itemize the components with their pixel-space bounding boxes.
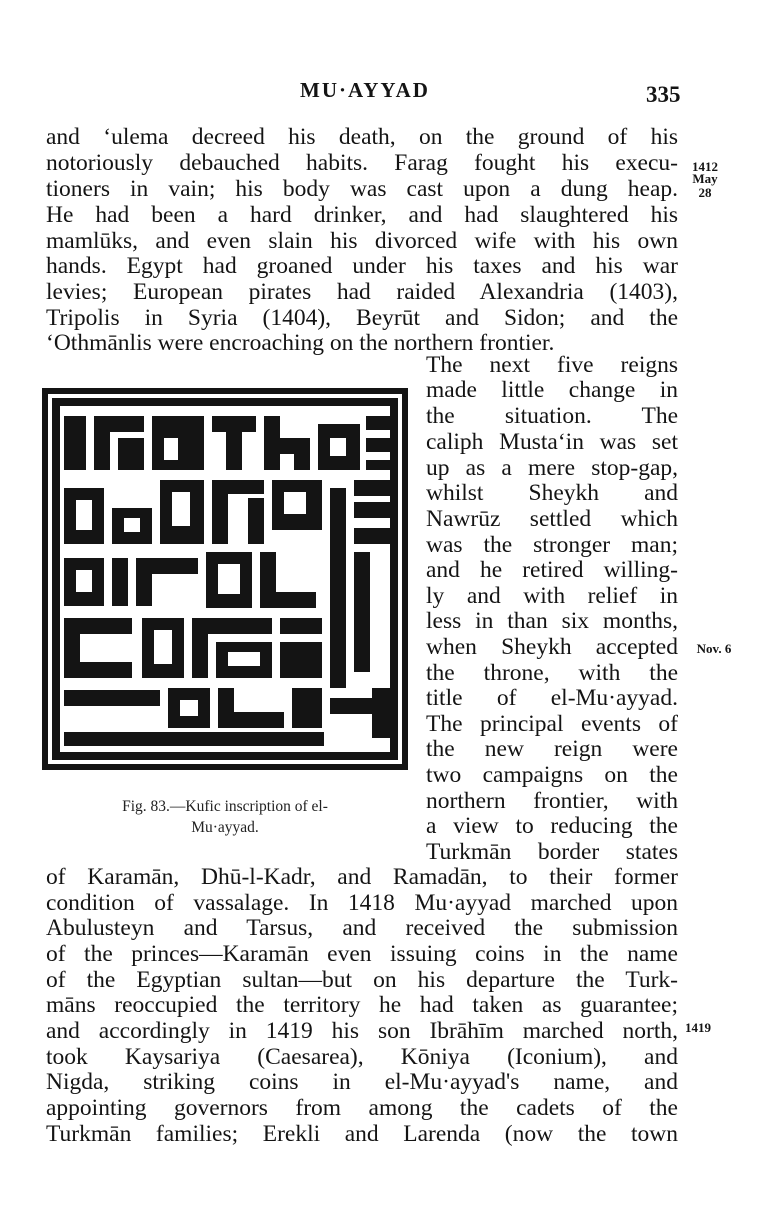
running-head (0, 78, 780, 108)
text-line: The next five reigns (426, 352, 678, 378)
text-line: He had been a hard drinker, and had slaughtered his (46, 202, 678, 228)
text-line: and accordingly in 1419 his son Ibrāhīm marched north, (46, 1018, 678, 1044)
text-line: of Karamān, Dhū-l-Kadr, and Ramadān, to their former (46, 864, 678, 890)
text-line: Turkmān border states (426, 839, 678, 865)
text-line: the throne, with the (426, 660, 678, 686)
page-number: 335 (646, 82, 681, 107)
text-line: of the princes—Karamān even issuing coins in the name (46, 941, 678, 967)
margin-note-year: 1419 (685, 1020, 711, 1035)
text-line: māns reoccupied the territory he had taken as guarantee; (46, 992, 678, 1018)
margin-note-date: Nov. 6 (696, 641, 732, 656)
text-line: was the stronger man; (426, 532, 678, 558)
figure-caption: Fig. 83.—Kufic inscription of el- (122, 798, 328, 815)
text-line: less in than six months, (426, 608, 678, 634)
margin-note-month: May (692, 171, 718, 186)
text-line: two campaigns on the (426, 762, 678, 788)
text-line: The principal events of (426, 711, 678, 737)
text-line: ly and with relief in (426, 583, 678, 609)
text-line: northern frontier, with (426, 788, 678, 814)
text-line: mamlūks, and even slain his divorced wife with his own (46, 228, 678, 254)
text-line: levies; European pirates had raided Alexandria (1403), (46, 279, 678, 305)
text-line: hands. Egypt had groaned under his taxes and his war (46, 253, 678, 279)
text-line: took Kaysariya (Caesarea), Kōniya (Iconium), and (46, 1044, 678, 1070)
text-line: made little change in (426, 377, 678, 403)
text-line: caliph Musta‘in was set (426, 429, 678, 455)
text-line: tioners in vain; his body was cast upon a dung heap. (46, 176, 678, 202)
text-line: whilst Sheykh and (426, 480, 678, 506)
text-line: up as a mere stop-gap, (426, 455, 678, 481)
text-line: Nawrūz settled which (426, 506, 678, 532)
figure-caption: Mu·ayyad. (191, 819, 259, 836)
text-line: notoriously debauched habits. Farag fought his execu- (46, 150, 678, 176)
text-line: Abulusteyn and Tarsus, and received the submission (46, 915, 678, 941)
margin-note-day: 28 (698, 185, 712, 200)
kufic-inscription-figure (42, 388, 408, 770)
text-line: the new reign were (426, 736, 678, 762)
text-line: of the Egyptian sultan—but on his departure the Turk- (46, 967, 678, 993)
text-line: condition of vassalage. In 1418 Mu·ayyad marched upon (46, 890, 678, 916)
text-line: a view to reducing the (426, 813, 678, 839)
text-line: Nigda, striking coins in el-Mu·ayyad's name, and (46, 1069, 678, 1095)
text-line: Tripolis in Syria (1404), Beyrūt and Sidon; and the (46, 305, 678, 331)
text-line: appointing governors from among the cadets of the (46, 1095, 678, 1121)
text-line: the situation. The (426, 403, 678, 429)
text-line: and ‘ulema decreed his death, on the ground of his (46, 124, 678, 150)
running-title: MU·AYYAD (300, 78, 430, 102)
text-line: ‘Othmānlis were encroaching on the northern frontier. (46, 330, 555, 356)
text-line: Turkmān families; Erekli and Larenda (now the town (46, 1121, 678, 1147)
text-line: title of el-Mu·ayyad. (426, 685, 678, 711)
text-line: and he retired willing- (426, 557, 678, 583)
margin-note-year: 1412 (692, 159, 718, 174)
text-line: when Sheykh accepted (426, 634, 678, 660)
